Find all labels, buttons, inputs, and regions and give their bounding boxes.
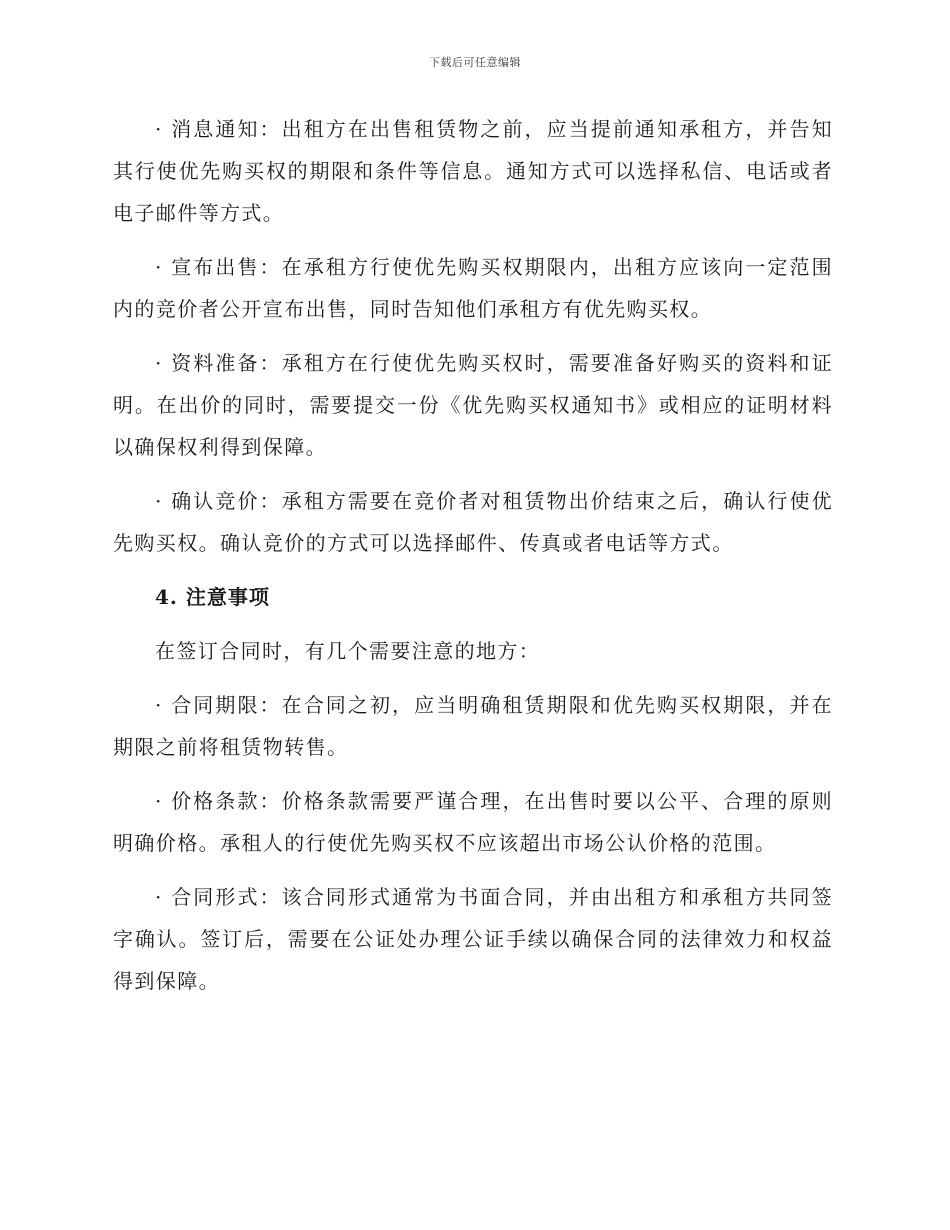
paragraph-announce-sale: · 宣布出售：在承租方行使优先购买权期限内，出租方应该向一定范围内的竞价者公开宣布出售，同时告知他们承租方有优先购买权。 (113, 255, 833, 321)
section-intro: 在签订合同时，有几个需要注意的地方： (155, 639, 541, 663)
page-header: 下载后可任意编辑 (429, 56, 521, 69)
paragraph-document-preparation: · 资料准备：承租方在行使优先购买权时，需要准备好购买的资料和证明。在出价的同时，需要提交一份《优先购买权通知书》或相应的证明材料以确保权利得到保障。 (113, 351, 833, 459)
paragraph-contract-form: · 合同形式：该合同形式通常为书面合同，并由出租方和承租方共同签字确认。签订后，需要在公证处办理公证手续以确保合同的法律效力和权益得到保障。 (113, 885, 833, 993)
paragraph-notice: · 消息通知：出租方在出售租赁物之前，应当提前通知承租方，并告知其行使优先购买权的期限和条件等信息。通知方式可以选择私信、电话或者电子邮件等方式。 (113, 117, 833, 225)
paragraph-price-clause: · 价格条款：价格条款需要严谨合理，在出售时要以公平、合理的原则明确价格。承租人的行使优先购买权不应该超出市场公认价格的范围。 (113, 789, 833, 855)
document-body (113, 108, 833, 1014)
paragraph-contract-term: · 合同期限：在合同之初，应当明确租赁期限和优先购买权期限，并在期限之前将租赁物转售。 (113, 693, 833, 759)
paragraph-confirm-bid: · 确认竞价：承租方需要在竞价者对租赁物出价结束之后，确认行使优先购买权。确认竞价的方式可以选择邮件、传真或者电话等方式。 (113, 489, 833, 555)
section-heading: 4. 注意事项 (155, 585, 270, 609)
